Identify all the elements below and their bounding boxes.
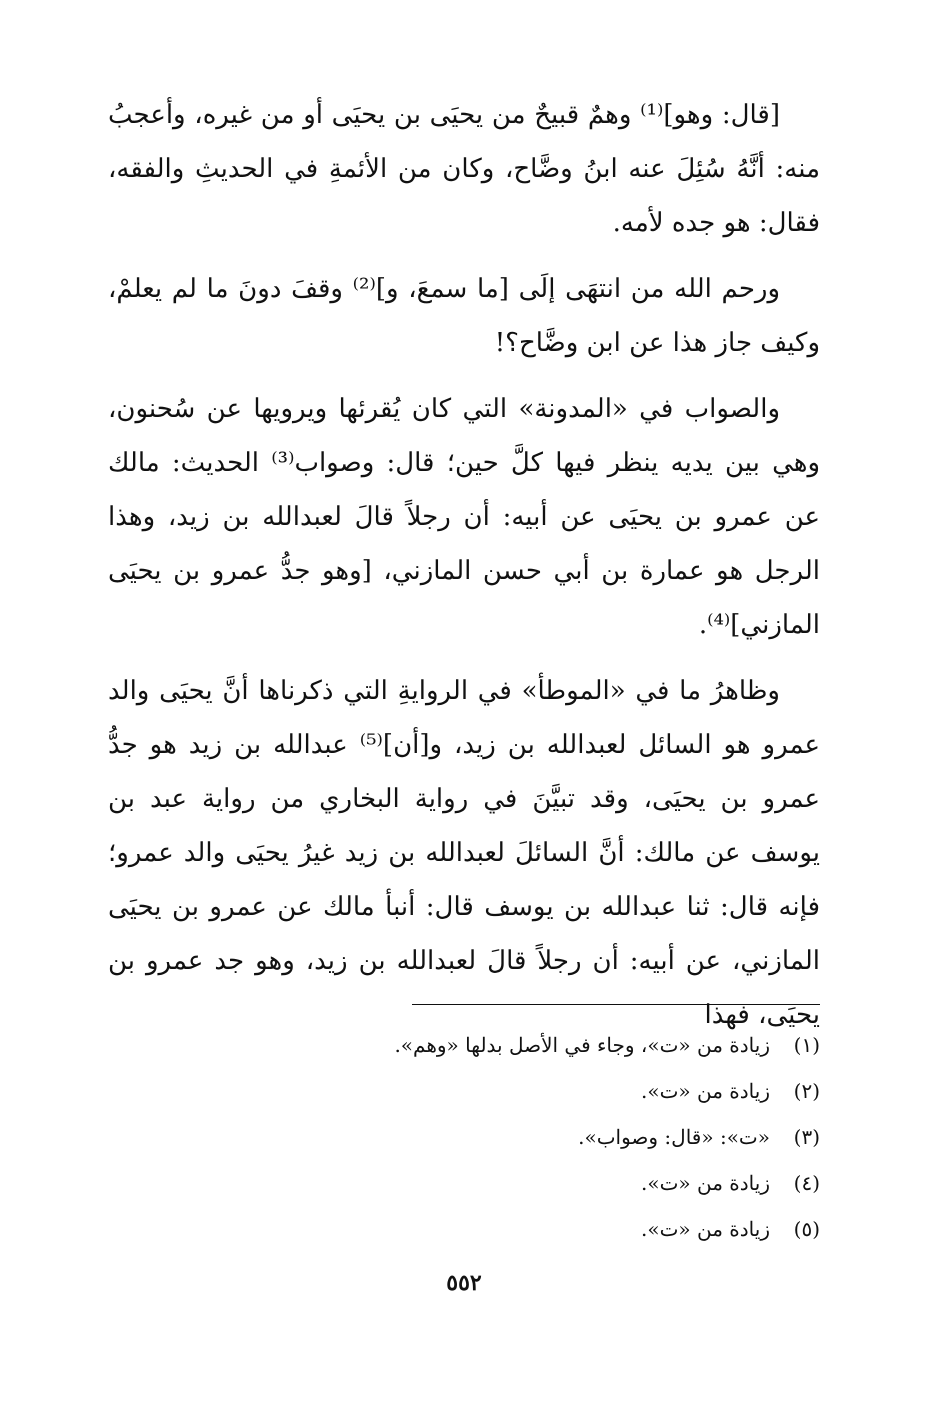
page-number: ٥٥٢: [446, 1270, 482, 1296]
footnote-item: [108, 1160, 820, 1206]
footnote-number: (١): [793, 1033, 820, 1057]
footnote-number: (٢): [793, 1079, 820, 1103]
paragraph-1: [قال: وهو]⁽¹⁾ وهمٌ قبيحٌ من يحيَى بن يحيَى أو من غيره، وأعجبُ منه: أنَّهُ سُئِلَ عنه ابنُ وضَّاح، وكان من الأئمةِ في الحديثِ والفقه، فقال: هو جده لأمه.: [108, 100, 820, 238]
footnote-number: (٥): [793, 1217, 820, 1241]
footnote-separator: [412, 1004, 820, 1005]
footnote-text: زيادة من «ت».: [640, 1171, 770, 1195]
footnote-text: زيادة من «ت»، وجاء في الأصل بدلها «وهم».: [394, 1033, 770, 1057]
paragraph-3: والصواب في «المدونة» التي كان يُقرئها ويرويها عن سُحنون، وهي بين يديه ينظر فيها كلَّ حين؛ قال: وصواب⁽³⁾ الحديث: مالك عن عمرو بن يحيَى عن أبيه: أن رجلاً قالَ لعبدالله بن زيد، وهذا الرجل هو عمارة بن أبي حسن المازني، [وهو جدُّ عمرو بن يحيَى المازني]⁽⁴⁾.: [108, 394, 821, 640]
footnotes-list: [108, 1022, 820, 1252]
book-page: [108, 88, 820, 1378]
main-text: [108, 88, 820, 1042]
footnote-text: زيادة من «ت».: [640, 1217, 770, 1241]
footnote-item: [108, 1022, 820, 1068]
footnote-number: (٣): [793, 1125, 820, 1149]
footnote-item: [108, 1114, 820, 1160]
paragraph-4: وظاهرُ ما في «الموطأ» في الروايةِ التي ذكرناها أنَّ يحيَى والد عمرو هو السائل لعبدالله بن زيد، و[أن]⁽⁵⁾ عبدالله بن زيد هو جدُّ عمرو بن يحيَى، وقد تبيَّنَ في رواية البخاري من رواية عبد بن يوسف عن مالك: أنَّ السائلَ لعبدالله بن زيد غيرُ يحيَى والد عمرو؛ فإنه قال: ثنا عبدالله بن يوسف قال: أنبأ مالك عن عمرو بن يحيَى المازني، عن أبيه: أن رجلاً قالَ لعبدالله بن زيد، وهو جد عمرو بن يحيَى، فهذا: [108, 676, 820, 1030]
footnote-text: زيادة من «ت».: [640, 1079, 770, 1103]
footnote-text: «ت»: «قال: وصواب».: [578, 1125, 770, 1149]
footnote-item: [108, 1206, 820, 1252]
footnote-item: [108, 1068, 820, 1114]
paragraph-2: ورحم الله من انتهَى إلَى [ما سمعَ، و]⁽²⁾ وقفَ دونَ ما لم يعلمْ، وكيف جاز هذا عن ابن وضَّاح؟!: [108, 274, 820, 358]
footnote-number: (٤): [793, 1171, 820, 1195]
